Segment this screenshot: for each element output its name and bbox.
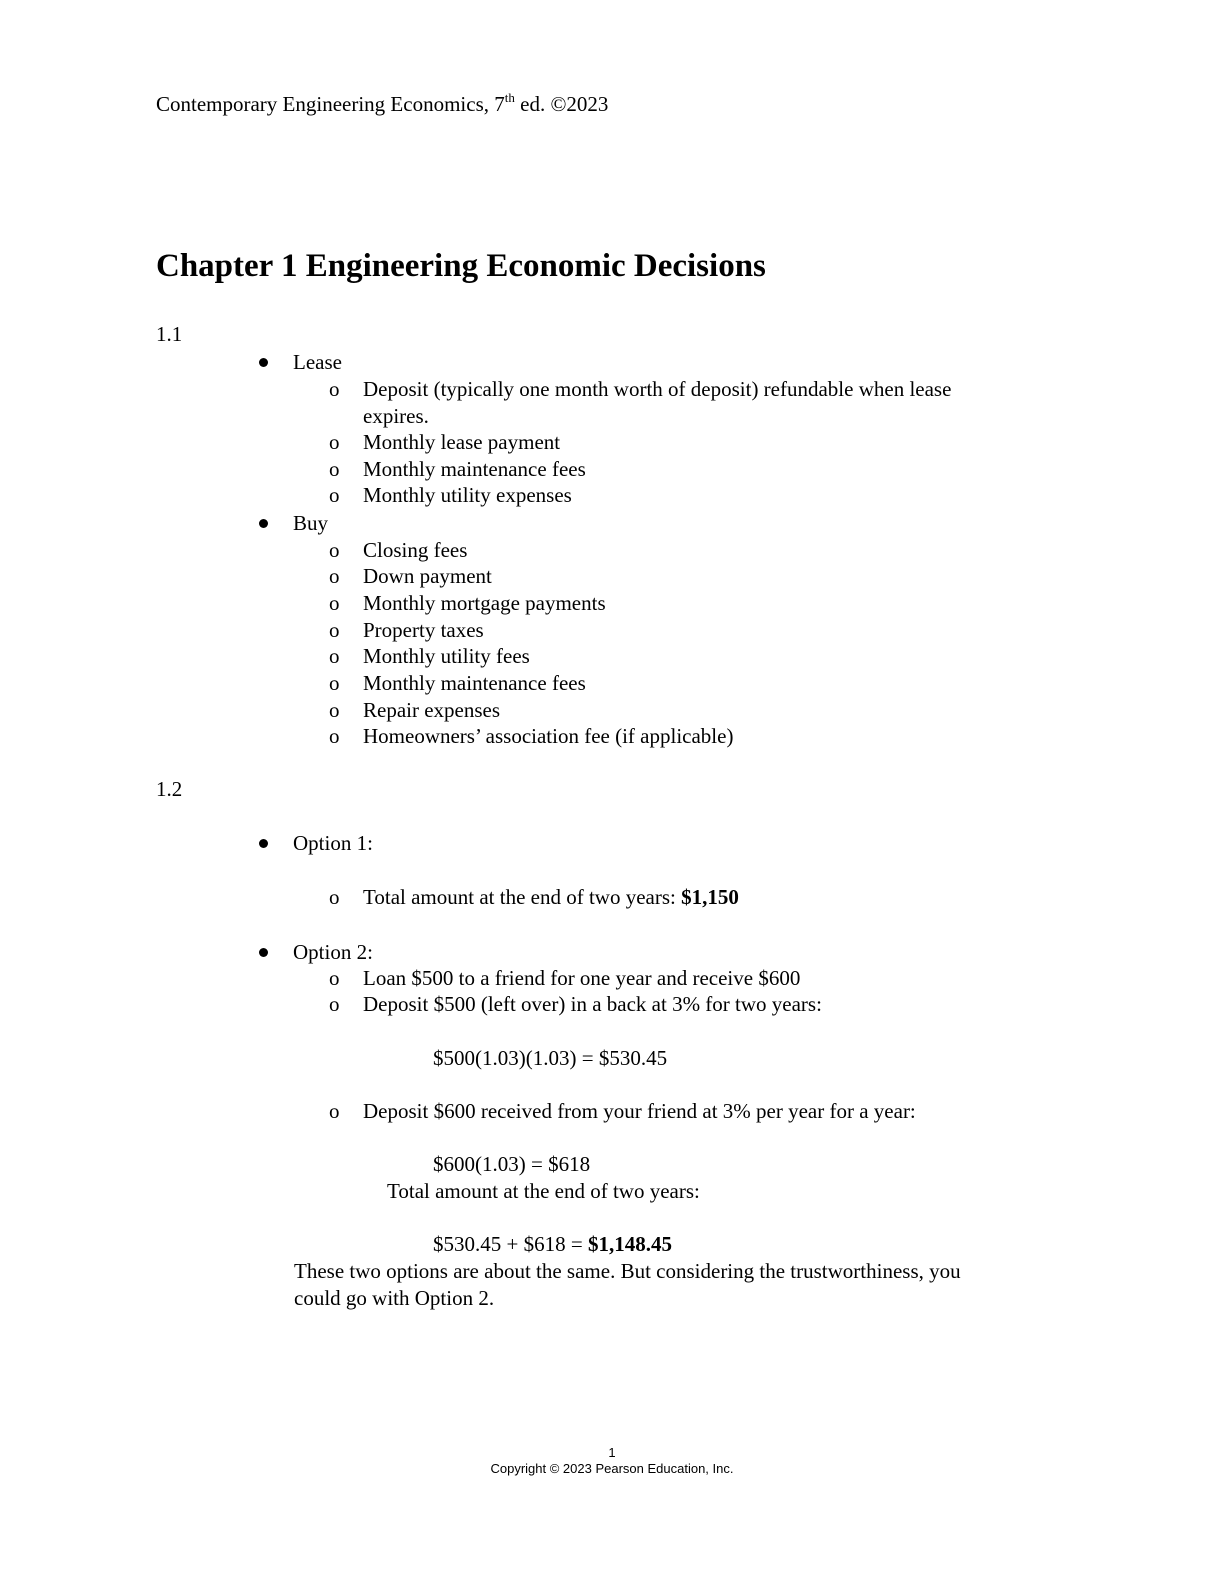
conclusion-text: could go with Option 2. bbox=[294, 1286, 495, 1310]
bullet-dot-icon bbox=[259, 358, 268, 367]
chapter-title: Chapter 1 Engineering Economic Decisions bbox=[156, 248, 766, 284]
copyright-footer: Copyright © 2023 Pearson Education, Inc. bbox=[490, 1461, 734, 1476]
page-number: 1 bbox=[608, 1445, 616, 1460]
equation: $600(1.03) = $618 bbox=[433, 1152, 591, 1176]
bullet-dot-icon bbox=[259, 948, 268, 957]
equation-total: $530.45 + $618 = $1,148.45 bbox=[433, 1232, 672, 1256]
equation: $500(1.03)(1.03) = $530.45 bbox=[433, 1046, 668, 1070]
problem-number-1-1: 1.1 bbox=[156, 322, 183, 346]
bullet-dot-icon bbox=[259, 839, 268, 848]
total-label: Total amount at the end of two years: bbox=[387, 1179, 700, 1203]
bullet-dot-icon bbox=[259, 519, 268, 528]
running-header: Contemporary Engineering Economics, 7th ed. ©2023 bbox=[156, 90, 609, 116]
problem-number-1-2: 1.2 bbox=[156, 777, 183, 801]
conclusion-text: These two options are about the same. But considering the trustworthiness, you bbox=[294, 1259, 961, 1283]
